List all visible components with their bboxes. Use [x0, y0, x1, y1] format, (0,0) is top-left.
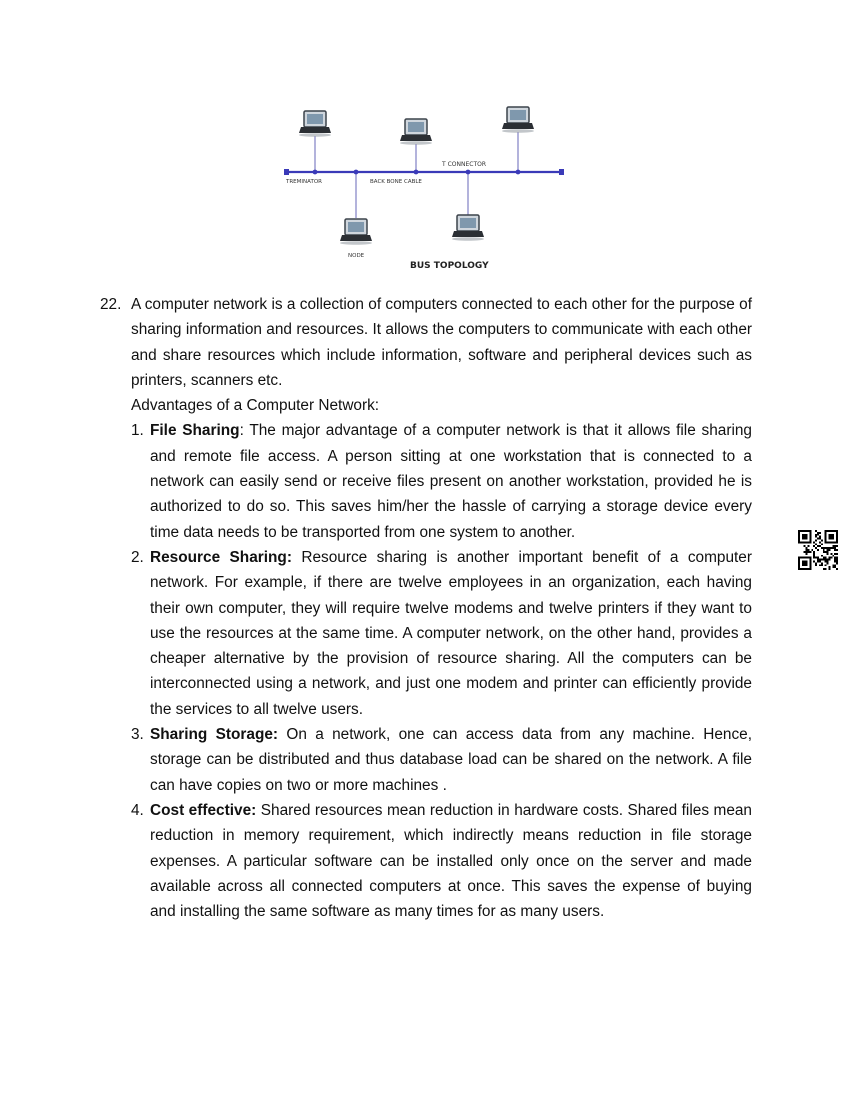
backbone-cable-label: BACK BONE CABLE	[370, 179, 422, 185]
advantage-item-file-sharing	[131, 418, 752, 544]
advantage-number: 3.	[131, 726, 144, 744]
network-definition-paragraph: A computer network is a collection of computers connected to each other for the purpose of sharing information and resources. It allows the computers to communicate with each other and share resources which include information, software and peripheral devices such as printers, scanners etc.	[131, 296, 752, 389]
advantage-text: Shared resources mean reduction in hardware costs. Shared files mean reduction in memory requirement, which indirectly means reduction in file storage expenses. A particular software can be installed only once on the server and made available across all connected computers at once. This saves the expense of buying and installing the same software as many times for as many users.	[150, 801, 752, 921]
advantage-name: Sharing Storage:	[150, 726, 279, 744]
diagram-caption: BUS TOPOLOGY	[410, 261, 489, 271]
laptop-computer-icon	[400, 119, 432, 145]
laptop-computer-icon	[340, 219, 372, 245]
advantage-number: 4.	[131, 801, 144, 819]
laptop-computer-icon	[502, 107, 534, 133]
terminator-label: TREMINATOR	[286, 179, 322, 185]
advantage-number: 1.	[131, 422, 144, 440]
advantage-name: Cost effective:	[150, 801, 257, 819]
advantage-separator: :	[239, 422, 244, 440]
advantages-heading: Advantages of a Computer Network:	[131, 397, 380, 415]
laptop-computer-icon	[299, 111, 331, 137]
t-connector-label: T CONNECTOR	[442, 161, 486, 168]
laptop-computer-icon	[452, 215, 484, 241]
node-label: NODE	[348, 253, 365, 259]
advantage-number: 2.	[131, 548, 144, 566]
advantage-text: On a network, one can access data from any machine. Hence, storage can be distributed and thus database load can be shared on the network. A file can have copies on two or more machines .	[150, 726, 752, 794]
advantage-item-sharing-storage	[131, 722, 752, 798]
advantage-text: Resource sharing is another important benefit of a computer network. For example, if there are twelve employees in an organization, each having their own computer, they will require twelve modems and twelve printers if they want to use the resources at the same time. A computer network, on the other hand, provides a cheaper alternative by the provision of resource sharing. All the computers can be interconnected using a network, and just one modem and printer can efficiently provide the services to all twelve users.	[150, 548, 752, 718]
qr-code-icon	[798, 530, 838, 570]
advantages-list	[131, 418, 752, 924]
question-number: 22.	[100, 296, 122, 313]
advantage-name: Resource Sharing:	[150, 548, 292, 566]
drop-cables	[315, 132, 518, 222]
advantage-text: The major advantage of a computer network is that it allows file sharing and remote file access. A person sitting at one workstation that is connected to a network can easily send or receive files present on another workstation, provided he is authorized to do so. This saves him/her the hassle of carrying a storage device every time data needs to be transported from one system to another.	[150, 422, 752, 541]
advantage-name: File Sharing	[150, 422, 240, 440]
question-section	[100, 292, 752, 924]
question-22	[100, 292, 752, 924]
bus-topology-diagram	[270, 100, 580, 280]
advantage-item-cost-effective	[131, 798, 752, 924]
advantage-item-resource-sharing	[131, 545, 752, 722]
